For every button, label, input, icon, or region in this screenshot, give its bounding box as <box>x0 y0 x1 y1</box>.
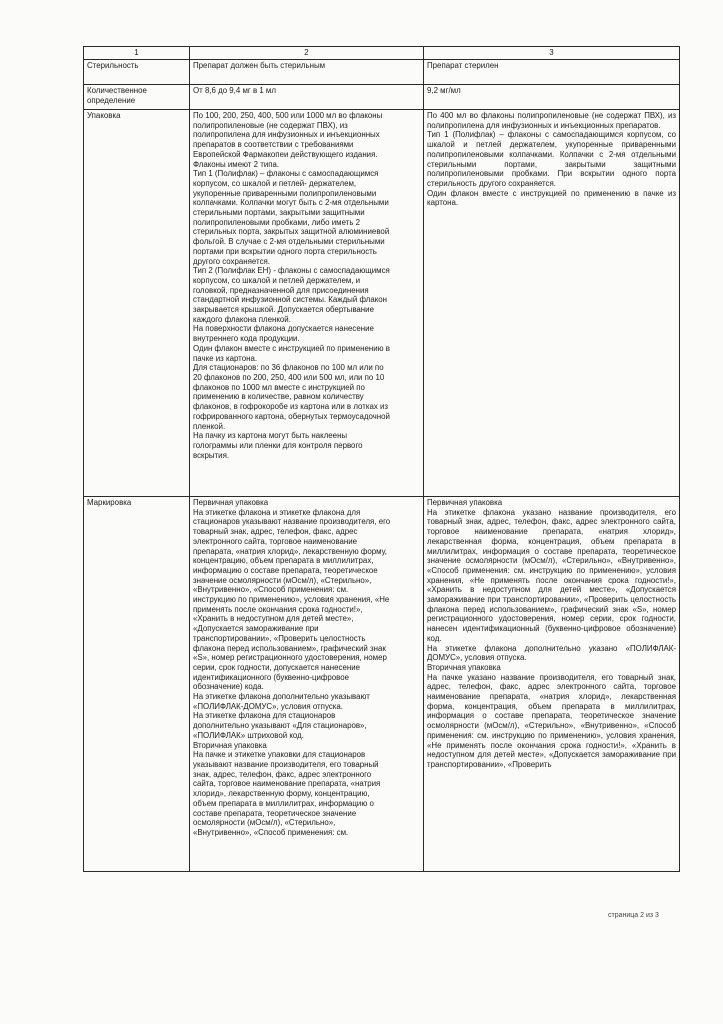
row-label: Стерильность <box>84 60 190 85</box>
header-cell-1: 1 <box>84 47 190 60</box>
table-row-sterility <box>84 60 680 85</box>
requirement-cell: По 100, 200, 250, 400, 500 или 1000 мл во флаконы полипропиленовые (не содержат ПВХ), из полипропилена для инфузионных и инъекционных препаратов в соответствии с требованиями Европейской Фармакопеи действующего издания. Флаконы имеют 2 типа. Тип 1 (Полифлак) – флаконы с самоспадающимся корпусом, со шкалой и петлей- держателем, укупоренные приваренными полипропиленовыми колпачками. Колпачки могут быть с 2-мя отдельными стерильными портами, закрытыми защитными полипропиленовыми пробками, либо иметь 2 стерильных порта, закрытых защитной алюминиевой фольгой. В случае с 2-мя отдельными стерильными портами при вскрытии одного порта стерильность другого сохраняется. Тип 2 (Полифлак ЕН) - флаконы с самоспадающимся корпусом, со шкалой и петлей держателем, и головкой, предназначенной для присоединения стандартной инфузионной системы. Каждый флакон закрывается крышкой. Допускается обертывание каждого флакона пленкой. На поверхности флакона допускается нанесение внутреннего кода продукции. Один флакон вместе с инструкцией по применению в пачке из картона. Для стационаров: по 36 флаконов по 100 мл или по 20 флаконов по 200, 250, 400 или 500 мл, или по 10 флаконов по 1000 мл вместе с инструкцией по применению в количестве, равном количеству флаконов, в гофрокоробе из картона или в лотках из гофрированного картона, обернутых термоусадочной пленкой. На пачку из картона могут быть наклеены голограммы или пленки для контроля первого вскрытия. <box>190 110 424 497</box>
row-label: Маркировка <box>84 497 190 872</box>
requirement-cell: От 8,6 до 9,4 мг в 1 мл <box>190 85 424 110</box>
row-label: Упаковка <box>84 110 190 497</box>
table-row-labeling <box>84 497 680 872</box>
row-label: Количественное определение <box>84 85 190 110</box>
header-cell-3: 3 <box>424 47 680 60</box>
result-cell: 9,2 мг/мл <box>424 85 680 110</box>
page-number: страница 2 из 3 <box>608 912 659 919</box>
result-cell: Первичная упаковка На этикетке флакона указано название производителя, его товарный знак, адрес, телефон, факс, адрес электронного сайта, торговое наименование препарата, «натрия хлорид», лекарственная форма, концентрация, объем препарата в миллилитрах, информация о составе препарата, теоретическое значение осмолярности (мОсм/л), «Стерильно», «Внутривенно», «Способ применения: см. инструкцию по применению», условия хранения, «Не применять после окончания срока годности!», «Хранить в недоступном для детей месте», «Допускается замораживание при транспортировании», «Проверить целостность флакона перед использованием», графический знак «S», номер регистрационного удостоверения, номер серии, срок годности, нанесен идентификационный (буквенно-цифровое обозначение) код. На этикетке флакона дополнительно указано «ПОЛИФЛАК-ДОМУС», условия отпуска. Вторичная упаковка На пачке указано название производителя, его товарный знак, адрес, телефон, факс, адрес электронного сайта, торговое наименование препарата, «натрия хлорид», лекарственная форма, концентрация, объем препарата в миллилитрах, информация о составе препарата, теоретическое значение осмолярности (мОсм/л), «Стерильно», «Внутривенно», «Способ применения: см. инструкцию по применению», условия хранения, «Не применять после окончания срока годности!», «Хранить в недоступном для детей месте», «Допускается замораживание при транспортировании», «Проверить <box>424 497 680 872</box>
specification-table <box>83 46 680 872</box>
table-header-row <box>84 47 680 60</box>
requirement-cell: Первичная упаковка На этикетке флакона и этикетке флакона для стационаров указывают название производителя, его товарный знак, адрес, телефон, факс, адрес электронного сайта, торговое наименование препарата, «натрия хлорид», лекарственную форму, концентрацию, объем препарата в миллилитрах, информацию о составе препарата, теоретическое значение осмолярности (мОсм/л), «Стерильно», «Внутривенно», «Способ применения: см. инструкцию по применению», условия хранения, «Не применять после окончания срока годности!», «Хранить в недоступном для детей месте», «Допускается замораживание при транспортировании», «Проверить целостность флакона перед использованием», графический знак «S», номер регистрационного удостоверения, номер серии, срок годности, допускается нанесение идентификационного (буквенно-цифровое обозначение) кода. На этикетке флакона дополнительно указывают «ПОЛИФЛАК-ДОМУС», условия отпуска. На этикетке флакона для стационаров дополнительно указывают «Для стационаров», «ПОЛИФЛАК» штриховой код. Вторичная упаковка На пачке и этикетке упаковки для стационаров указывают название производителя, его товарный знак, адрес, телефон, факс, адрес электронного сайта, торговое наименование препарата, «натрия хлорид», лекарственную форму, концентрацию, объем препарата в миллилитрах, информацию о составе препарата, теоретическое значение осмолярности (мОсм/л), «Стерильно», «Внутривенно», «Способ применения: см. <box>190 497 424 872</box>
result-cell: Препарат стерилен <box>424 60 680 85</box>
table-row-packaging <box>84 110 680 497</box>
requirement-cell: Препарат должен быть стерильным <box>190 60 424 85</box>
header-cell-2: 2 <box>190 47 424 60</box>
table-row-assay <box>84 85 680 110</box>
result-cell: По 400 мл во флаконы полипропиленовые (не содержат ПВХ), из полипропилена для инфузионных и инъекционных препаратов. Тип 1 (Полифлак) – флаконы с самоспадающимся корпусом, со шкалой и петлей держателем, укупоренные приваренными полипропиленовыми колпачками. Колпачки с 2-мя отдельными стерильными портами, закрытыми защитными полипропиленовыми пробками. При вскрытии одного порта стерильность другого сохраняется. Один флакон вместе с инструкцией по применению в пачке из картона. <box>424 110 680 497</box>
